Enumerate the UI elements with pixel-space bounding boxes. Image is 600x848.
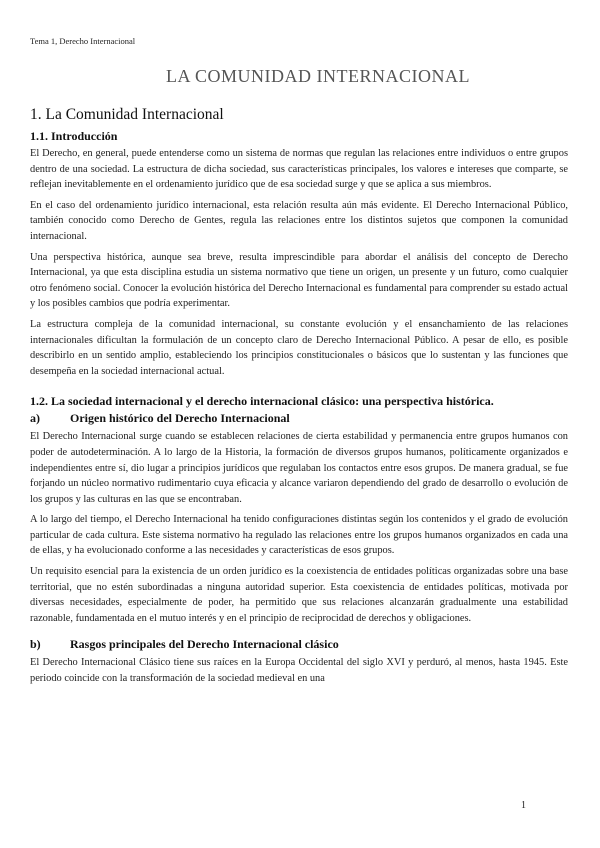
subsection-heading-intro: 1.1. Introducción <box>30 129 118 143</box>
page-number: 1 <box>521 800 526 811</box>
paragraph: El Derecho Internacional Clásico tiene sus raíces en la Europa Occidental del siglo XVI y perduró, al menos, hasta 1945. Este periodo coincide con la transformación de la sociedad medieval en una <box>30 657 568 685</box>
paragraph: En el caso del ordenamiento jurídico internacional, esta relación resulta aún más evidente. El Derecho Internacional Público, también conocido como Derecho de Gentes, regula las relaciones entre los distintos sujetos que componen la comunidad internacional. <box>30 199 568 242</box>
subsubsection-heading-origin <box>30 411 568 426</box>
subsubsection-label: b) <box>30 637 41 652</box>
paragraph: Un requisito esencial para la existencia de un orden jurídico es la coexistencia de entidades políticas organizadas sobre una base territorial, que no estén subordinadas a ninguna autoridad superior. Esta coexistencia de entidades políticas, motivada por diversas necesidades, especialmente de poder, ha permitido que sus relaciones alcanzarán gradualmente una estabilidad razonable, fundamentada en el mutuo interés y en el principio de reciprocidad de derechos y obligaciones. <box>30 566 568 624</box>
subsubsection-title: Origen histórico del Derecho Internacional <box>70 411 290 426</box>
section-heading: 1. La Comunidad Internacional <box>30 106 224 123</box>
document-body <box>30 106 568 692</box>
running-header: Tema 1, Derecho Internacional <box>30 36 136 46</box>
paragraph: A lo largo del tiempo, el Derecho Internacional ha tenido configuraciones distintas según los contenidos y el grado de evolución particular de cada cultura. Este sistema normativo ha regulado las relaciones entre los grupos humanos organizados en cada una de ellas, y ha evolucionado conforme a las necesidades y características de esos grupos. <box>30 514 568 557</box>
paragraph: Una perspectiva histórica, aunque sea breve, resulta imprescindible para abordar el análisis del concepto de Derecho Internacional, ya que esta disciplina estudia un sistema normativo que tiene un origen, un presente y un futuro, como cualquier otro fenómeno social. Conocer la evolución histórica del Derecho Internacional es fundamental para comprender su estado actual y los posibles cambios que podría experimentar. <box>30 251 568 310</box>
subsection-heading-society: 1.2. La sociedad internacional y el derecho internacional clásico: una perspectiva histórica. <box>30 394 494 409</box>
subsubsection-label: a) <box>30 411 40 426</box>
subsubsection-title: Rasgos principales del Derecho Internacional clásico <box>70 637 339 652</box>
paragraph: El Derecho Internacional surge cuando se establecen relaciones de cierta estabilidad y permanencia entre grupos humanos con poder de autodeterminación. A lo largo de la Historia, la formación de diversos grupos humanos, políticamente organizados e independientes entre sí, dio lugar a principios jurídicos que regulaban los contactos entre esos grupos. De manera gradual, se fue forjando un núcleo normativo rudimentario cuya eficacia y alcance variaron dependiendo del grado de desarrollo o evolución de los grupos y las culturas en las que se encontraban. <box>30 431 568 505</box>
paragraph: El Derecho, en general, puede entenderse como un sistema de normas que regulan las relaciones entre individuos o entre grupos dentro de una sociedad. La estructura de dicha sociedad, sus características principales, los valores e intereses que comparte, se reflejan inevitablemente en el ordenamiento jurídico que de esa sociedad surge y que se aplica a sus miembros. <box>30 148 568 191</box>
paragraph: La estructura compleja de la comunidad internacional, su constante evolución y el ensanchamiento de las relaciones internacionales dificultan la formulación de un concepto claro de Derecho Internacional Público. A pesar de ello, es posible describirlo en un sentido amplio, estableciendo los principios constitucionales o básicos que lo sustentan y las funciones que desempeña en la sociedad internacional actual. <box>30 318 568 377</box>
subsubsection-heading-features <box>30 637 568 652</box>
document-title: LA COMUNIDAD INTERNACIONAL <box>166 66 470 86</box>
